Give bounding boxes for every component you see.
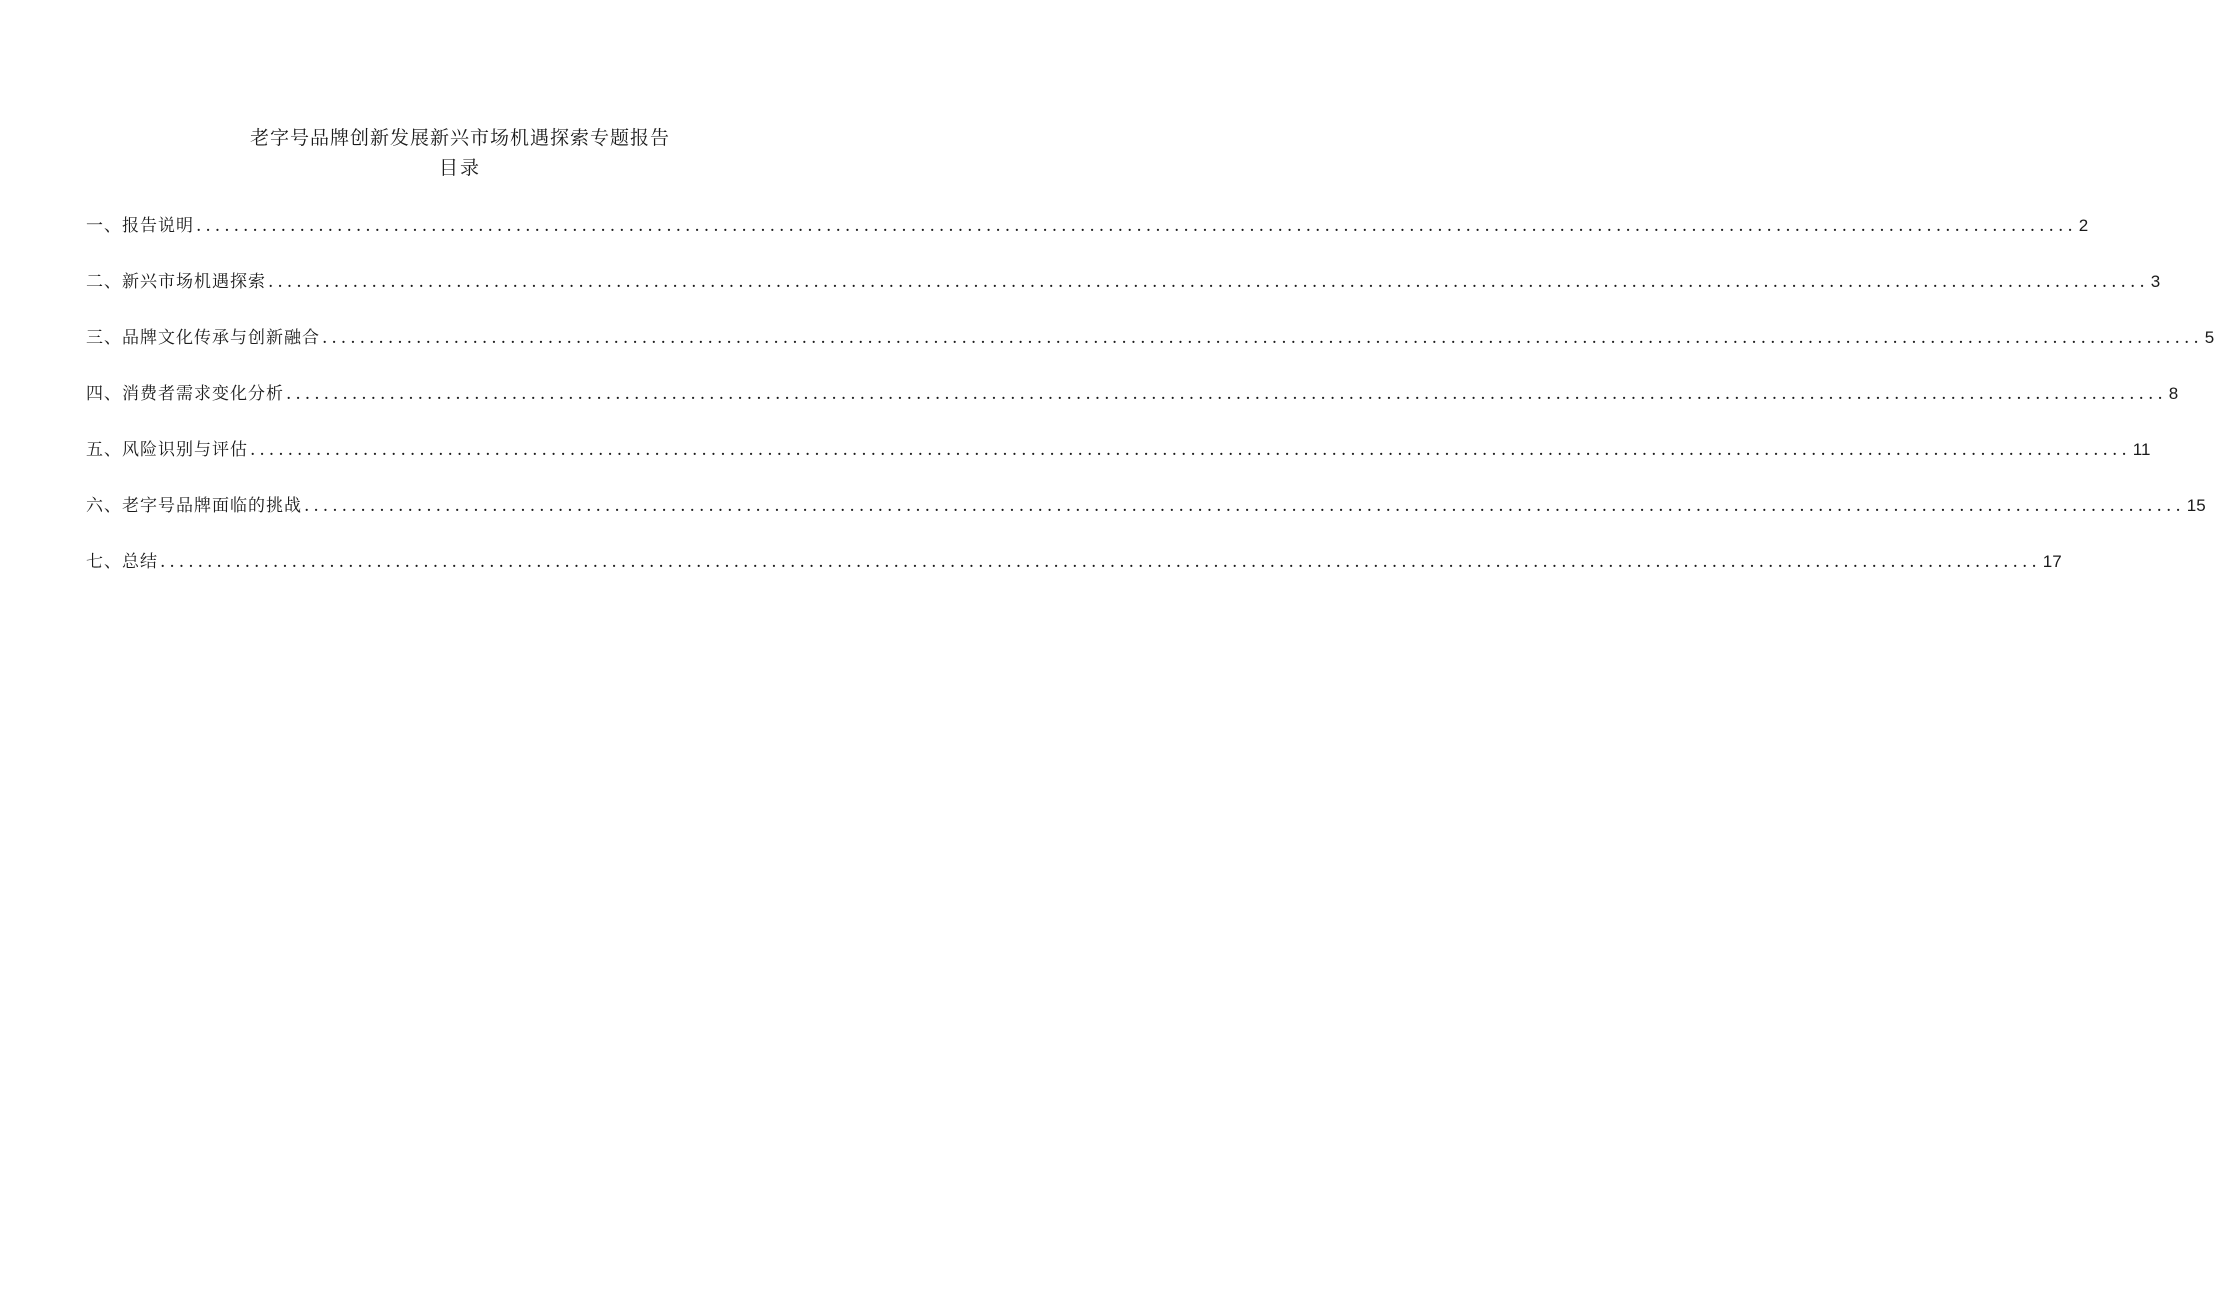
toc-leader-dots: ........................................................................................................................................................................................................: [304, 496, 2185, 516]
toc-leader-dots: ........................................................................................................................................................................................................: [268, 272, 2149, 292]
toc-entry-page: 8: [2168, 384, 2179, 403]
toc-entry-label: 六、老字号品牌面临的挑战: [86, 496, 302, 516]
document-title: 老字号品牌创新发展新兴市场机遇探索专题报告: [249, 127, 670, 149]
toc-entry-label: 四、消费者需求变化分析: [86, 384, 284, 404]
toc-entry-page: 3: [2150, 272, 2161, 291]
toc-leader-dots: ........................................................................................................................................................................................................: [286, 384, 2167, 404]
toc-leader-dots: ........................................................................................................................................................................................................: [250, 440, 2131, 460]
toc-entry-label: 一、报告说明: [86, 216, 194, 236]
toc-entry[interactable]: [86, 267, 2161, 323]
toc-entry-label: 五、风险识别与评估: [86, 440, 248, 460]
toc-leader-dots: ........................................................................................................................................................................................................: [322, 328, 2203, 348]
toc-entry[interactable]: [86, 323, 2214, 379]
toc-entry[interactable]: [86, 379, 2179, 435]
toc-entry-page: 11: [2132, 440, 2151, 459]
toc-heading: 目录: [438, 157, 481, 179]
toc-entry[interactable]: [86, 211, 2089, 267]
toc-entry-label: 三、品牌文化传承与创新融合: [86, 328, 320, 348]
toc-entry[interactable]: [86, 491, 2206, 547]
toc-entry-label: 七、总结: [86, 552, 158, 572]
table-of-contents: [86, 211, 2214, 603]
toc-entry[interactable]: [86, 435, 2151, 491]
toc-entry-page: 15: [2186, 496, 2206, 515]
toc-entry-page: 2: [2078, 216, 2089, 235]
toc-entry-page: 5: [2204, 328, 2214, 347]
toc-entry-label: 二、新兴市场机遇探索: [86, 272, 266, 292]
toc-leader-dots: ........................................................................................................................................................................................................: [160, 552, 2041, 572]
toc-entry[interactable]: [86, 547, 2062, 603]
toc-leader-dots: ........................................................................................................................................................................................................: [196, 216, 2077, 236]
toc-entry-page: 17: [2042, 552, 2062, 571]
